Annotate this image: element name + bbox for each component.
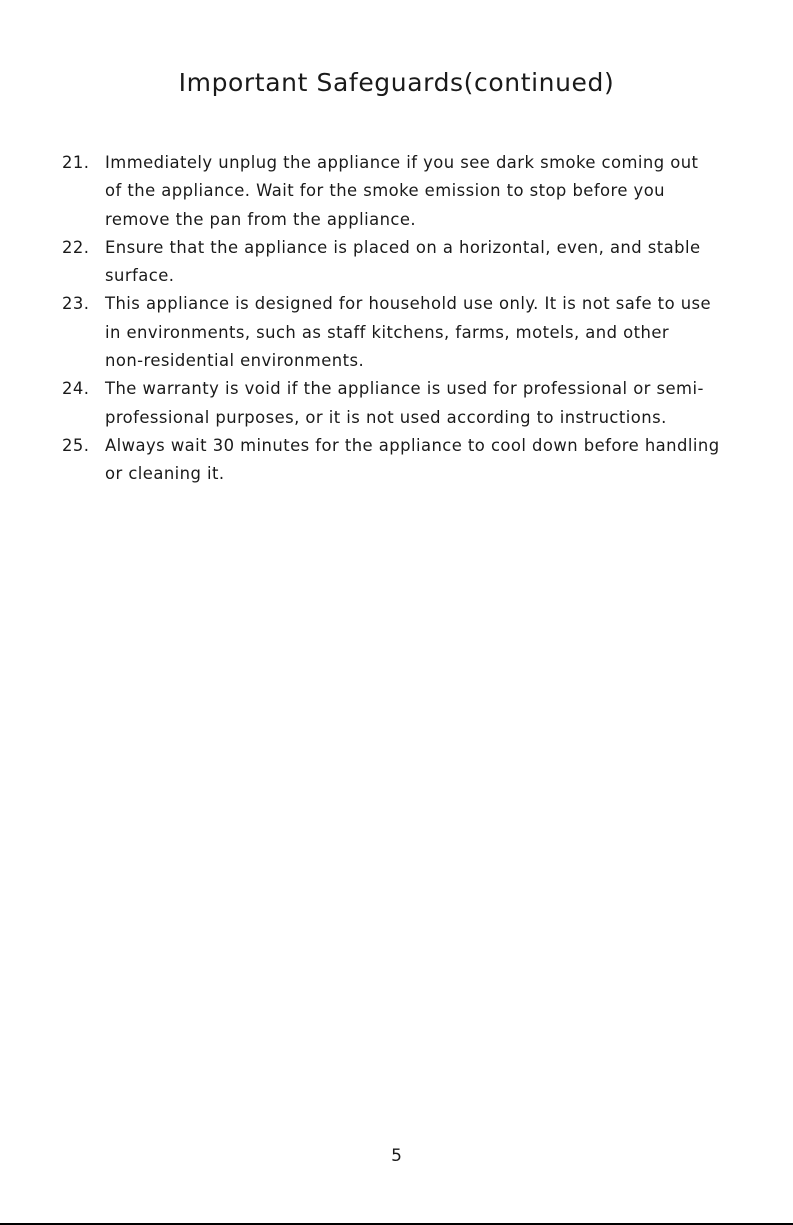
- item-number: 23.: [62, 294, 90, 314]
- safeguard-list: [62, 149, 762, 489]
- item-number: 21.: [62, 153, 90, 172]
- list-item: [62, 290, 762, 375]
- list-item: [62, 432, 762, 489]
- list-item: [62, 375, 762, 432]
- list-item: [62, 234, 762, 291]
- item-text: This appliance is designed for household use only. It is not safe to use in environments, such as staff kitchens, farms, motels, and other non-residential environments.: [105, 294, 712, 371]
- item-text: Immediately unplug the appliance if you see dark smoke coming out of the appliance. Wait for the smoke emission to stop before you remove the pan from the appliance.: [105, 153, 699, 229]
- page-number: 5: [391, 1146, 402, 1166]
- item-text: Always wait 30 minutes for the appliance to cool down before handling or cleaning it.: [105, 435, 720, 484]
- item-number: 24.: [62, 379, 90, 399]
- item-number: 22.: [62, 237, 90, 257]
- item-text: Ensure that the appliance is placed on a horizontal, even, and stable surface.: [105, 237, 701, 286]
- item-number: 25.: [62, 435, 90, 455]
- item-text: The warranty is void if the appliance is used for professional or semi- professional purposes, or it is not used according to instructions.: [105, 379, 704, 427]
- list-item: [62, 149, 762, 234]
- page-title: Important Safeguards(continued): [178, 68, 615, 97]
